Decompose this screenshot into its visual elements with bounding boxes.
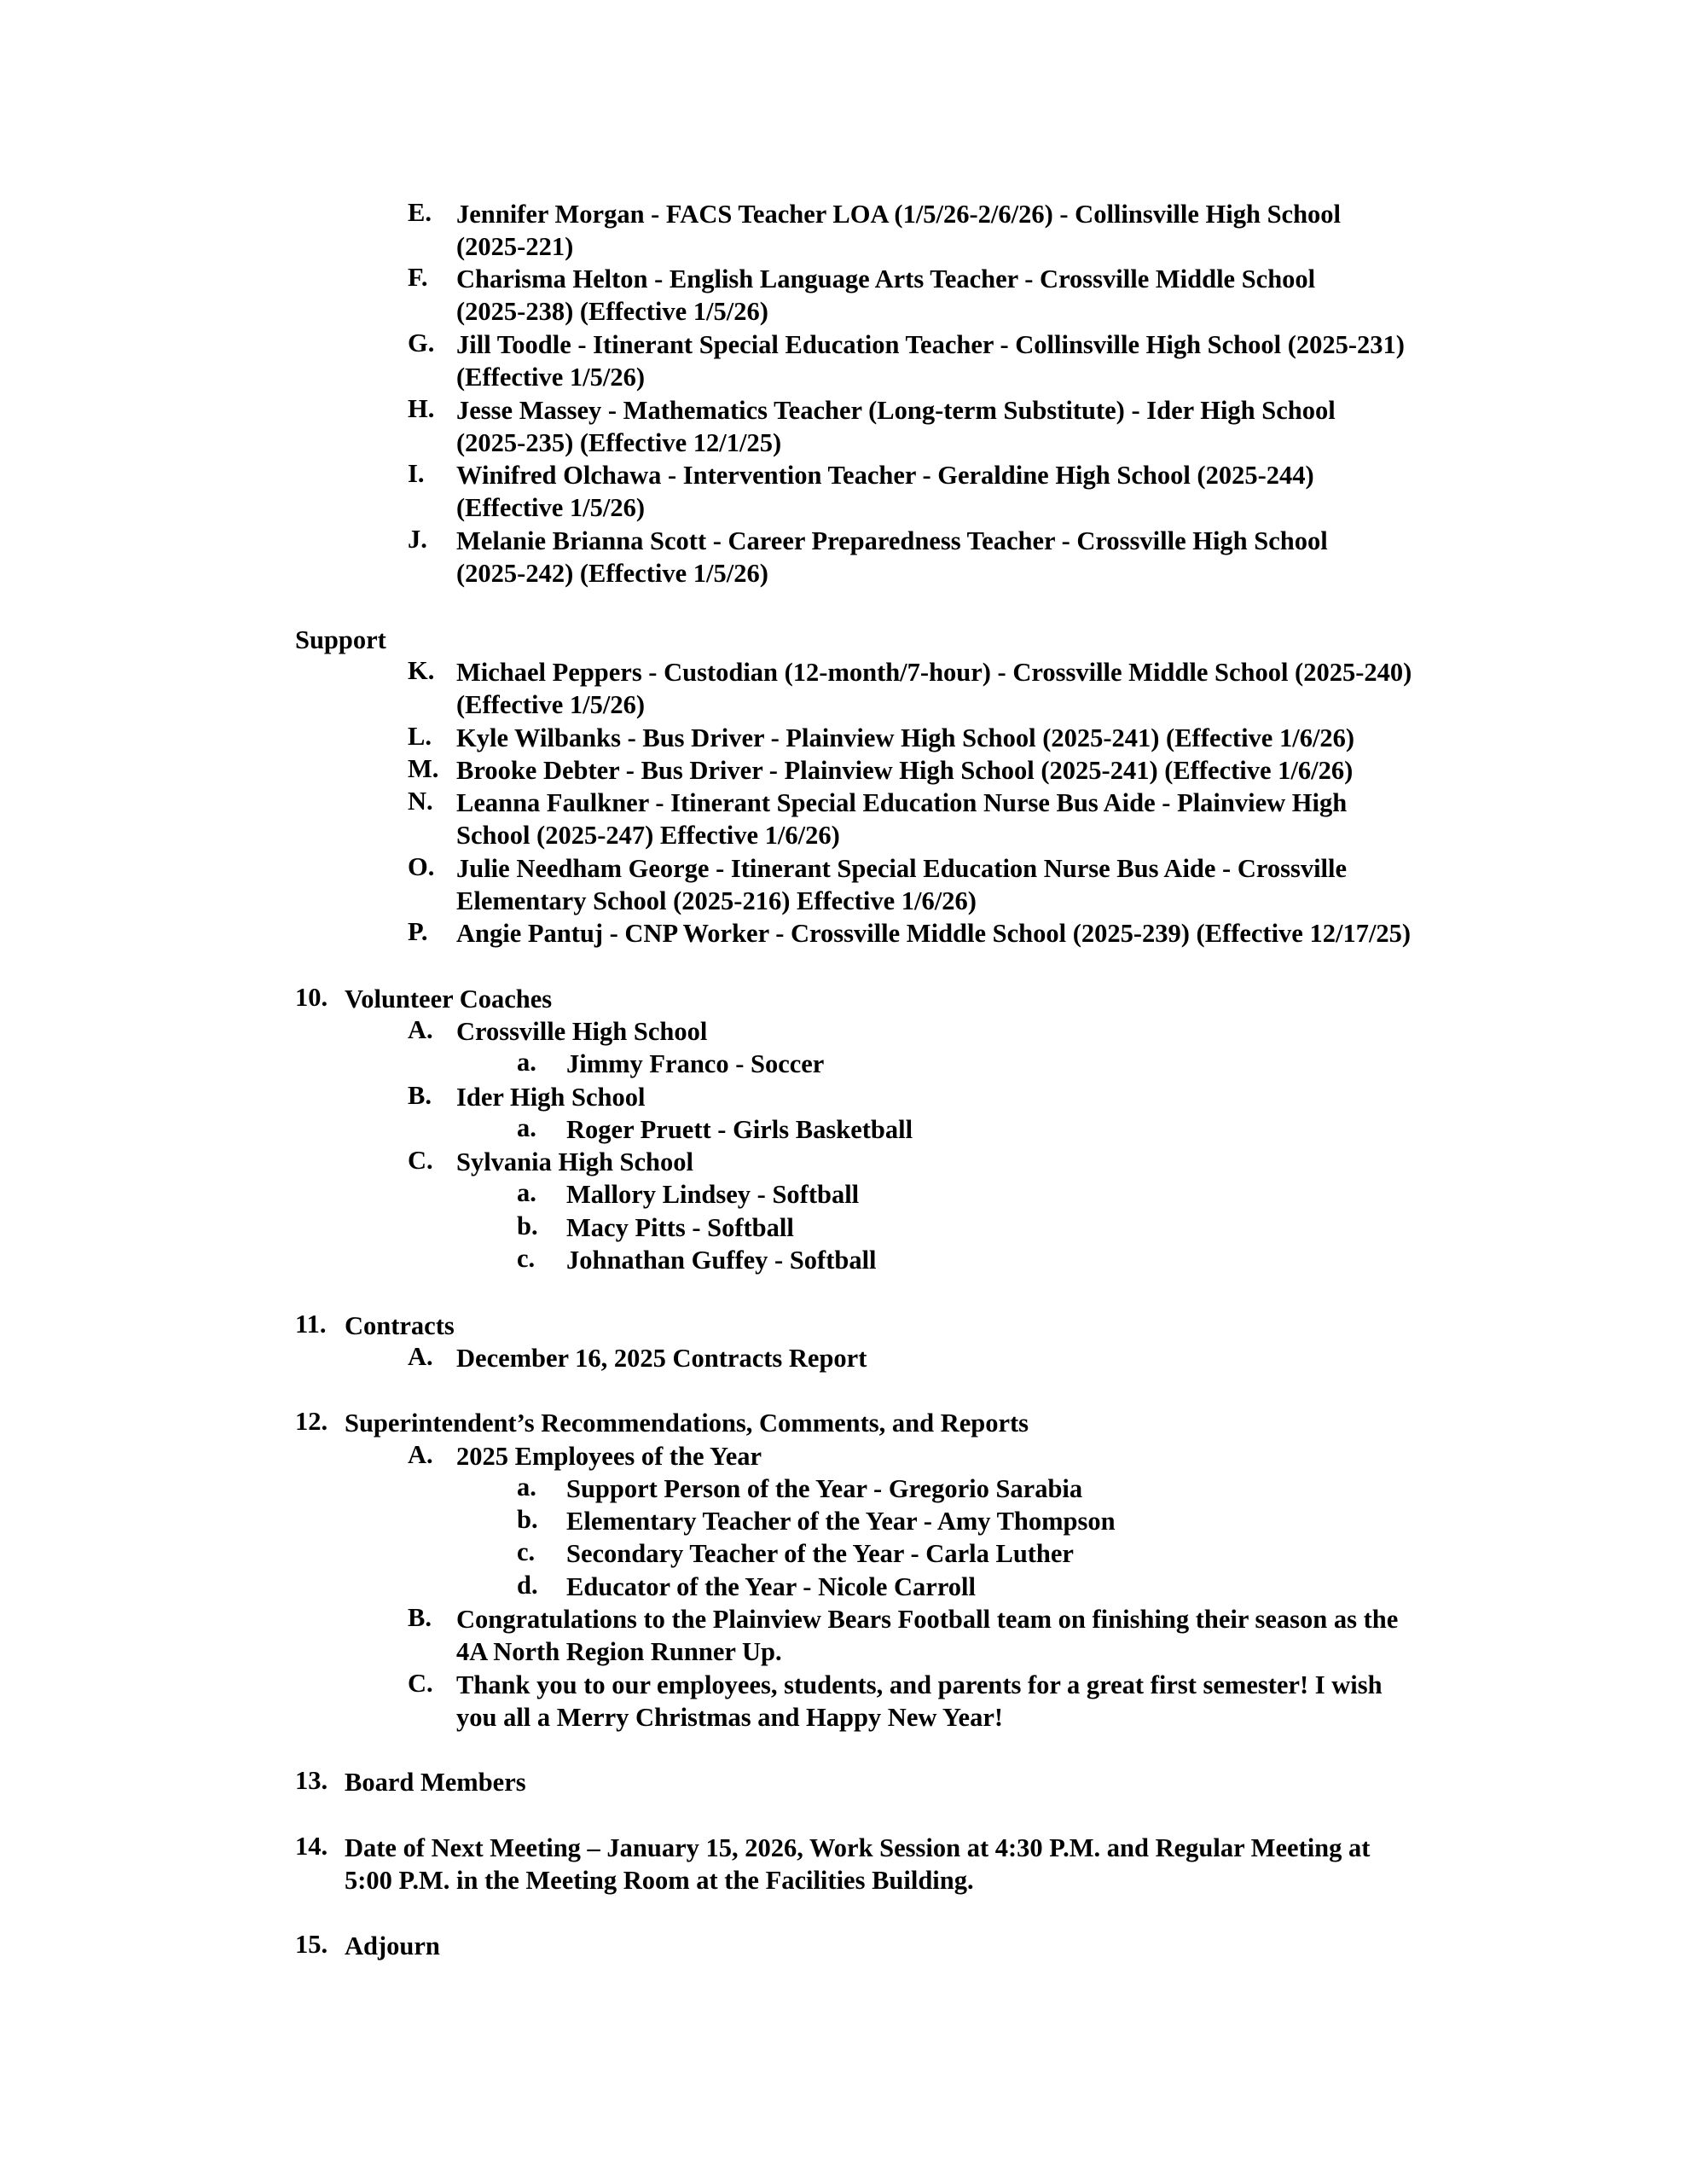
- section-title: Contracts: [345, 1311, 455, 1340]
- item-text: Jill Toodle - Itinerant Special Education Teacher - Collinsville High School (2025-231) (Effective 1/5/26): [456, 330, 1405, 392]
- section-number: 13.: [295, 1766, 328, 1795]
- item-text: Leanna Faulkner - Itinerant Special Education Nurse Bus Aide - Plainview High School (2025-247) Effective 1/6/26): [456, 788, 1348, 850]
- section-title: Date of Next Meeting – January 15, 2026, Work Session at 4:30 P.M. and Regular Meeting at 5:00 P.M. in the Meeting Room at the Facilities Building.: [345, 1833, 1371, 1895]
- section-number: 11.: [295, 1310, 327, 1339]
- item-marker: d.: [517, 1571, 538, 1600]
- item-marker: A.: [408, 1015, 433, 1044]
- item-text: 2025 Employees of the Year: [456, 1442, 762, 1471]
- section-number: 12.: [295, 1407, 328, 1436]
- item-text: Kyle Wilbanks - Bus Driver - Plainview High School (2025-241) (Effective 1/6/26): [456, 723, 1355, 752]
- item-marker: E.: [408, 198, 432, 227]
- item-text: Jennifer Morgan - FACS Teacher LOA (1/5/26-2/6/26) - Collinsville High School (2025-221): [456, 200, 1342, 261]
- item-text: Roger Pruett - Girls Basketball: [566, 1115, 913, 1144]
- item-text: Elementary Teacher of the Year - Amy Thompson: [566, 1507, 1116, 1536]
- item-text: Secondary Teacher of the Year - Carla Luther: [566, 1539, 1074, 1568]
- item-marker: I.: [408, 459, 425, 488]
- item-text: Macy Pitts - Softball: [566, 1213, 794, 1242]
- item-text: Jesse Massey - Mathematics Teacher (Long-term Substitute) - Ider High School (2025-235) (Effective 12/1/25): [456, 396, 1336, 457]
- item-text: Jimmy Franco - Soccer: [566, 1049, 825, 1078]
- item-text: Mallory Lindsey - Softball: [566, 1180, 860, 1209]
- item-text: Crossville High School: [456, 1017, 708, 1046]
- item-text: December 16, 2025 Contracts Report: [456, 1344, 867, 1373]
- item-marker: K.: [408, 656, 435, 685]
- item-marker: b.: [517, 1211, 538, 1240]
- item-text: Michael Peppers - Custodian (12-month/7-hour) - Crossville Middle School (2025-240) (Effective 1/5/26): [456, 658, 1412, 719]
- item-text: Julie Needham George - Itinerant Special Education Nurse Bus Aide - Crossville Elementary School (2025-216) Effective 1/6/26): [456, 854, 1348, 915]
- section-number: 15.: [295, 1930, 328, 1959]
- item-text: Winifred Olchawa - Intervention Teacher - Geraldine High School (2025-244) (Effective 1/5/26): [456, 461, 1314, 522]
- item-marker: a.: [517, 1113, 536, 1142]
- item-marker: b.: [517, 1505, 538, 1534]
- item-text: Charisma Helton - English Language Arts Teacher - Crossville Middle School (2025-238) (Effective 1/5/26): [456, 264, 1316, 326]
- support-heading: Support: [295, 625, 386, 654]
- section-title: Superintendent’s Recommendations, Comments, and Reports: [345, 1409, 1029, 1438]
- item-marker: H.: [408, 394, 435, 423]
- item-marker: A.: [408, 1342, 433, 1371]
- section-title: Adjourn: [345, 1931, 440, 1960]
- item-marker: C.: [408, 1669, 433, 1698]
- item-marker: M.: [408, 754, 439, 783]
- item-text: Melanie Brianna Scott - Career Preparedness Teacher - Crossville High School (2025-242) (Effective 1/5/26): [456, 526, 1328, 588]
- item-marker: F.: [408, 263, 428, 292]
- section-title: Volunteer Coaches: [345, 985, 553, 1014]
- item-text: Congratulations to the Plainview Bears Football team on finishing their season as the 4A North Region Runner Up.: [456, 1605, 1399, 1666]
- item-marker: C.: [408, 1146, 433, 1175]
- item-text: Educator of the Year - Nicole Carroll: [566, 1572, 977, 1601]
- item-text: Sylvania High School: [456, 1147, 693, 1176]
- item-marker: c.: [517, 1244, 536, 1273]
- item-marker: B.: [408, 1081, 432, 1110]
- item-marker: L.: [408, 722, 432, 751]
- item-marker: O.: [408, 852, 435, 881]
- item-marker: a.: [517, 1048, 536, 1077]
- item-marker: B.: [408, 1603, 432, 1632]
- item-text: Thank you to our employees, students, and parents for a great first semester! I wish you all a Merry Christmas and Happy New Year!: [456, 1670, 1383, 1732]
- item-marker: N.: [408, 787, 433, 816]
- item-text: Support Person of the Year - Gregorio Sarabia: [566, 1474, 1083, 1503]
- item-marker: a.: [517, 1178, 536, 1207]
- item-text: Brooke Debter - Bus Driver - Plainview High School (2025-241) (Effective 1/6/26): [456, 756, 1354, 785]
- item-marker: J.: [408, 525, 427, 554]
- item-marker: c.: [517, 1537, 536, 1566]
- item-marker: a.: [517, 1472, 536, 1502]
- item-text: Johnathan Guffey - Softball: [566, 1246, 877, 1275]
- item-marker: A.: [408, 1440, 433, 1469]
- item-text: Ider High School: [456, 1083, 646, 1112]
- section-number: 14.: [295, 1832, 328, 1861]
- item-marker: P.: [408, 917, 428, 946]
- section-title: Board Members: [345, 1768, 526, 1797]
- item-text: Angie Pantuj - CNP Worker - Crossville Middle School (2025-239) (Effective 12/17/25): [456, 919, 1412, 948]
- item-marker: G.: [408, 328, 435, 357]
- section-number: 10.: [295, 983, 328, 1012]
